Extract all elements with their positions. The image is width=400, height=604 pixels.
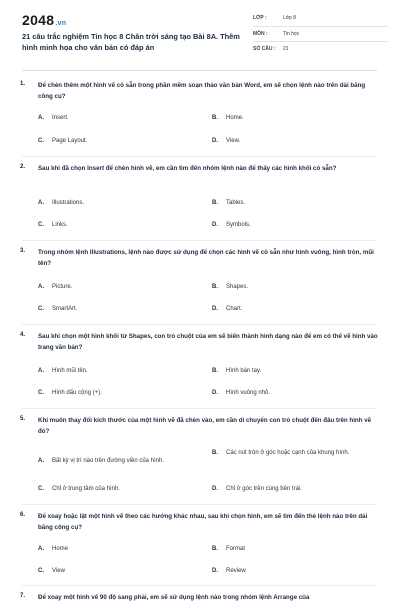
site-logo[interactable] [22,12,66,28]
option-d[interactable] [212,567,372,576]
info-value: 21 [283,46,289,53]
option-b[interactable] [212,367,372,376]
option-text: Tables. [226,200,246,206]
option-text: SmartArt. [52,306,78,312]
option-label: B. [212,200,218,206]
info-row-subject [253,27,388,43]
option-text: Illustrations. [52,200,85,206]
option-b[interactable] [212,199,372,208]
option-label: B. [212,368,218,374]
option-d[interactable] [212,305,372,314]
option-text: Picture. [52,284,73,290]
option-text: Home. [226,115,244,121]
option-text: Hình dấu cộng (+). [52,390,102,396]
option-text: Review [226,568,246,574]
option-label: D. [212,222,218,228]
option-text: Hình bàn tay. [226,368,262,374]
question-number: 3. [20,248,26,254]
info-key: LỚP : [253,15,267,22]
option-a[interactable] [38,367,208,376]
option-label: C. [38,306,44,312]
option-label: D. [212,486,218,492]
option-text: Chỉ ở góc trên cùng bên trái. [226,486,302,492]
info-value: Tin học [283,30,300,37]
option-a[interactable] [38,457,208,466]
option-b[interactable] [212,283,372,292]
option-d[interactable] [212,137,372,146]
option-label: B. [212,450,218,456]
option-label: D. [212,390,218,396]
option-label: A. [38,115,44,121]
option-label: B. [212,546,218,552]
option-label: A. [38,200,44,206]
option-text: Hình mũi tên. [52,368,88,374]
option-b[interactable] [212,114,372,123]
option-label: A. [38,284,44,290]
brand-name: 2048 [22,12,55,28]
question-divider [22,504,377,505]
option-label: A. [38,368,44,374]
option-b[interactable] [212,449,372,458]
question-number: 4. [20,332,26,338]
question-divider [22,324,377,325]
option-a[interactable] [38,283,208,292]
option-text: Format [226,546,246,552]
option-label: D. [212,138,218,144]
option-c[interactable] [38,567,208,576]
option-text: Symbols. [226,222,251,228]
question-text: Sau khi chọn một hình khối từ Shapes, con trỏ chuột của em sẽ biến thành hình dạng nào để em có thể vẽ hình vào trang văn bản? [38,333,378,351]
option-label: C. [38,222,44,228]
option-b[interactable] [212,545,372,554]
question-text: Trong nhóm lệnh Illustrations, lệnh nào được sử dụng để chọn các hình vẽ có sẵn như hình vuông, hình tròn, mũi tên? [38,249,374,267]
info-row-class [253,11,388,27]
option-text: Chart. [226,306,243,312]
question-number: 1. [20,81,26,87]
option-label: C. [38,390,44,396]
info-key: SỐ CÂU : [253,46,276,53]
question-number: 5. [20,416,26,422]
page-header [0,0,400,62]
option-label: C. [38,568,44,574]
option-label: A. [38,546,44,552]
option-a[interactable] [38,545,208,554]
question-divider [22,240,377,241]
option-text: Shapes. [226,284,249,290]
option-a[interactable] [38,114,208,123]
option-text: View [52,568,65,574]
info-row-count [253,42,388,57]
option-text: Home [52,546,69,552]
question-divider [22,156,377,157]
option-text: Page Layout. [52,138,88,144]
option-c[interactable] [38,221,208,230]
question-number: 2. [20,164,26,170]
option-label: D. [212,306,218,312]
info-table [253,11,388,57]
option-d[interactable] [212,389,372,398]
option-d[interactable] [212,485,372,494]
question-text: Khi muốn thay đổi kích thước của một hình vẽ đã chèn vào, em cần di chuyển con trỏ chuột đến đâu trên hình vẽ đó? [38,417,372,435]
option-text: View. [226,138,241,144]
option-text: Bất kỳ vị trí nào trên đường viền của hình. [52,458,165,464]
option-text: Insert. [52,115,69,121]
option-label: B. [212,284,218,290]
option-label: D. [212,568,218,574]
option-text: Hình vuông nhỏ. [226,390,271,396]
option-a[interactable] [38,199,208,208]
option-label: C. [38,486,44,492]
page-title: 21 câu trắc nghiệm Tin học 8 Chân trời sáng tạo Bài 8A. Thêm hình minh họa cho văn bản có đáp án [22,32,240,52]
question-text: Sau khi đã chọn Insert để chèn hình vẽ, em cần tìm đến nhóm lệnh nào để thấy các hình khối có sẵn? [38,165,337,172]
question-number: 6. [20,512,26,518]
option-text: Các nút tròn ở góc hoặc cạnh của khung hình. [226,450,350,456]
info-key: MÔN : [253,30,268,37]
question-text: Để xoay hoặc lật một hình vẽ theo các hướng khác nhau, sau khi chọn hình, em sẽ tìm đến thẻ lệnh nào trên dải băng công cụ? [38,513,368,531]
question-divider [22,408,377,409]
option-c[interactable] [38,305,208,314]
option-text: Chỉ ở trung tâm của hình. [52,486,120,492]
option-d[interactable] [212,221,372,230]
option-text: Links. [52,222,68,228]
option-c[interactable] [38,137,208,146]
option-label: A. [38,458,44,464]
option-label: B. [212,115,218,121]
question-text: Để chèn thêm một hình vẽ có sẵn trong phần mềm soạn thảo văn bản Word, em sẽ chọn lệnh nào trên dải băng công cụ? [38,82,366,100]
info-value: Lớp 8 [283,15,297,22]
brand-tld: .vn [55,20,67,27]
option-label: C. [38,138,44,144]
header-divider [22,70,377,71]
question-text: Để xoay một hình vẽ 90 độ sang phải, em sẽ sử dụng lệnh nào trong nhóm lệnh Arrange của [38,594,310,601]
option-c[interactable] [38,389,208,398]
question-number: 7. [20,593,26,599]
question-divider [22,585,377,586]
option-c[interactable] [38,485,208,494]
